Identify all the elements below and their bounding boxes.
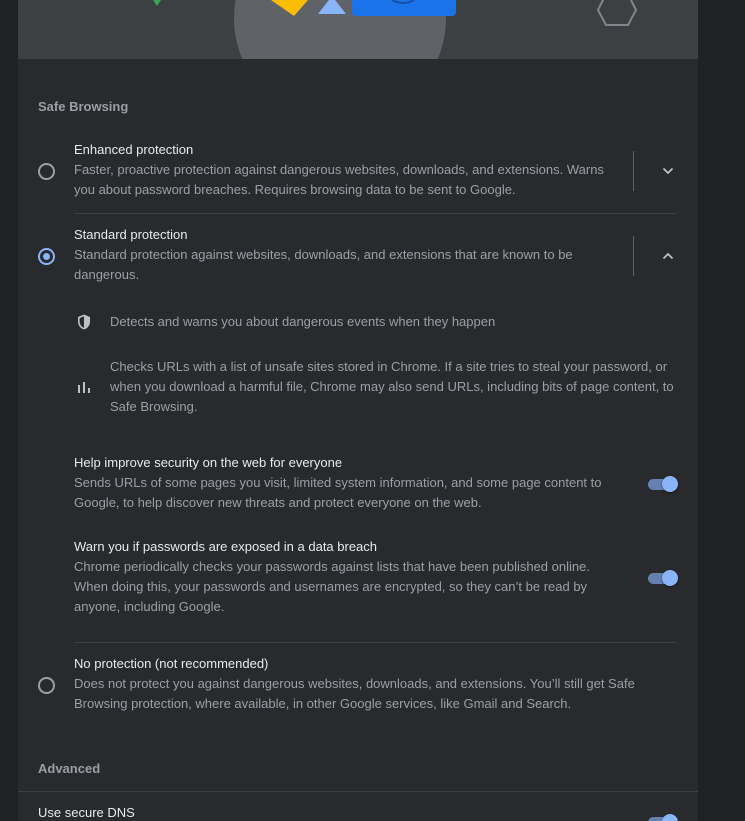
enhanced-protection-desc-2: you about password breaches. Requires browsing data to be sent to Google.: [74, 182, 516, 197]
shield-icon: [75, 313, 93, 331]
radio-standard-protection[interactable]: [38, 248, 55, 265]
safe-browsing-card: [18, 0, 698, 821]
bullet-checks-text-3: Safe Browsing.: [110, 399, 198, 414]
password-warn-title: Warn you if passwords are exposed in a data breach: [74, 539, 378, 554]
banner-art: [18, 0, 698, 59]
password-warn-desc-1: Chrome periodically checks your passwords against lists that have been published online.: [74, 559, 590, 574]
chevron-up-icon[interactable]: [658, 246, 678, 266]
separator: [18, 791, 698, 792]
password-warn-desc-2: When doing this, your passwords and usernames are encrypted, so they can’t be read by: [74, 579, 588, 594]
secure-dns-toggle[interactable]: [646, 814, 680, 821]
divider: [633, 236, 634, 276]
bar-chart-icon: [75, 378, 93, 396]
divider: [633, 151, 634, 191]
help-improve-toggle[interactable]: [646, 476, 680, 492]
section-title-advanced: Advanced: [38, 761, 101, 776]
bullet-checks-text-1: Checks URLs with a list of unsafe sites stored in Chrome. If a site tries to steal your password, or: [110, 359, 668, 374]
no-protection-title: No protection (not recommended): [74, 656, 269, 671]
toggle-knob: [662, 814, 678, 821]
bullet-checks-text-2: when you download a harmful file, Chrome may also send URLs, including bits of page content, to: [110, 379, 674, 394]
no-protection-desc-1: Does not protect you against dangerous websites, downloads, and extensions. You’ll still get Safe: [74, 676, 635, 691]
chevron-down-icon[interactable]: [658, 161, 678, 181]
toggle-knob: [662, 570, 678, 586]
separator: [74, 642, 677, 643]
enhanced-protection-title: Enhanced protection: [74, 142, 194, 157]
help-improve-desc-1: Sends URLs of some pages you visit, limited system information, and some page content to: [74, 475, 602, 490]
standard-protection-title: Standard protection: [74, 227, 188, 242]
section-title-safe-browsing: Safe Browsing: [38, 99, 129, 114]
standard-protection-desc-1: Standard protection against websites, downloads, and extensions that are known to be: [74, 247, 573, 262]
radio-no-protection[interactable]: [38, 677, 55, 694]
bullet-detects-text: Detects and warns you about dangerous events when they happen: [110, 314, 496, 329]
help-improve-title: Help improve security on the web for everyone: [74, 455, 343, 470]
radio-enhanced-protection[interactable]: [38, 163, 55, 180]
banner-illustration: [18, 0, 698, 59]
help-improve-desc-2: Google, to help discover new threats and protect everyone on the web.: [74, 495, 482, 510]
enhanced-protection-desc-1: Faster, proactive protection against dangerous websites, downloads, and extensions. Warns: [74, 162, 604, 177]
password-warn-desc-3: anyone, including Google.: [74, 599, 225, 614]
password-warn-toggle[interactable]: [646, 570, 680, 586]
toggle-knob: [662, 476, 678, 492]
separator: [74, 213, 677, 214]
secure-dns-label: Use secure DNS: [38, 805, 135, 820]
standard-protection-desc-2: dangerous.: [74, 267, 140, 282]
no-protection-desc-2: Browsing protection, where available, in other Google services, like Gmail and Search.: [74, 696, 572, 711]
